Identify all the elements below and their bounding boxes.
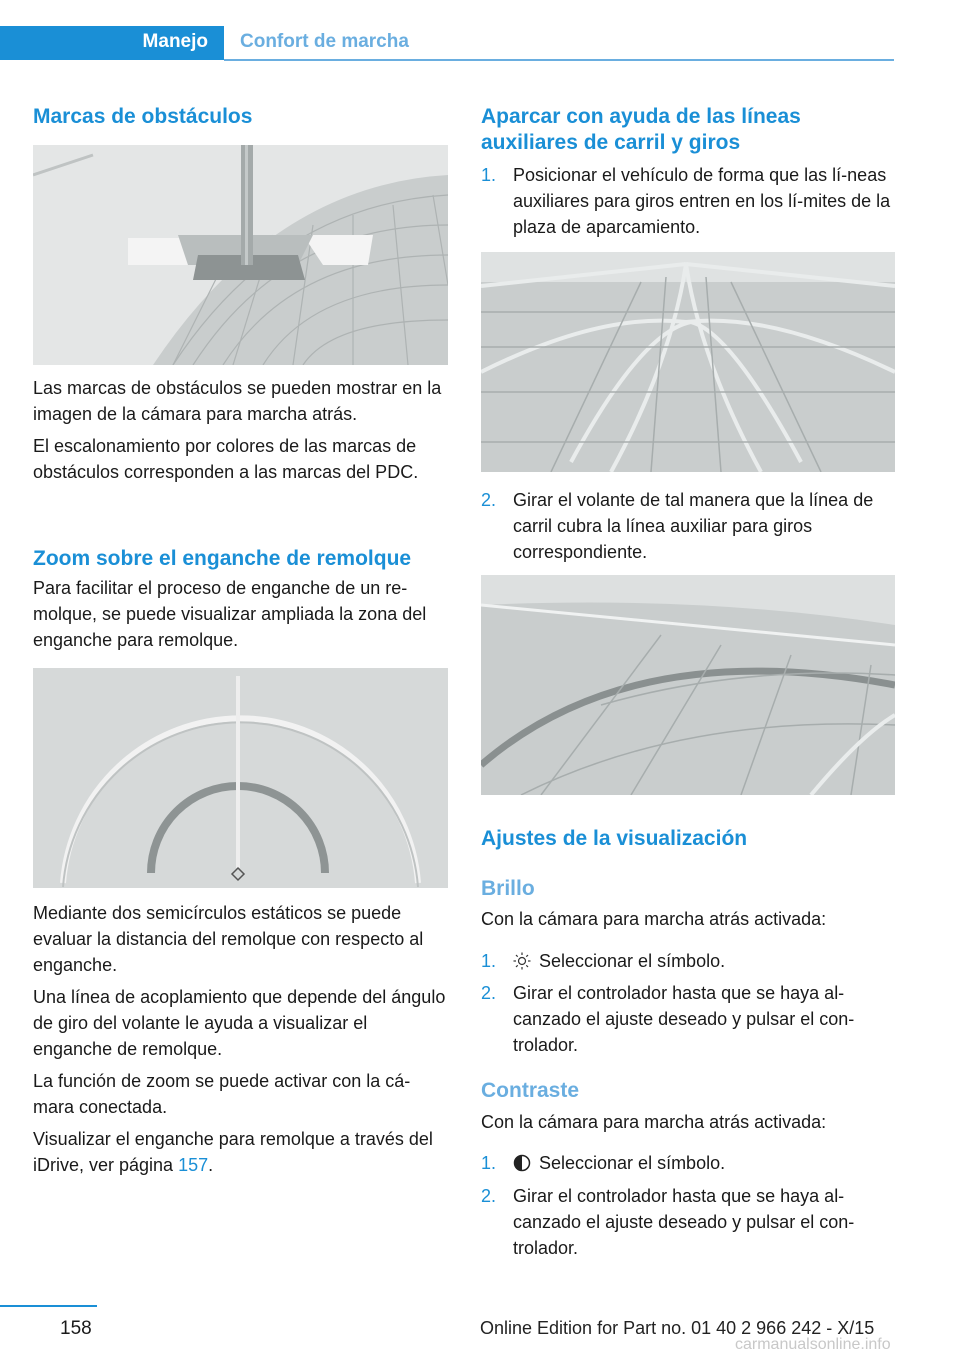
heading-display-settings: Ajustes de la visualización — [481, 827, 748, 850]
paragraph-zoom-5 — [33, 1126, 448, 1178]
paragraph-zoom-1: Para facilitar el proceso de enganche de un re‐molque, se puede visualizar ampliada la zona del enganche para remolque. — [33, 578, 427, 650]
heading-park-lines: Aparcar con ayuda de las líneas auxiliares de carril y giros — [481, 105, 801, 154]
contrast-intro: Con la cámara para marcha atrás activada: — [481, 1112, 827, 1132]
tab-manejo-label: Manejo — [142, 31, 208, 52]
footer-divider — [0, 1305, 97, 1307]
paragraph-zoom-2: Mediante dos semicírculos estáticos se puede evaluar la distancia del remolque con respecto al enganche. — [33, 903, 424, 975]
header-divider — [224, 59, 894, 61]
page-link-157[interactable]: 157 — [178, 1155, 209, 1175]
watermark: carmanualsonline.info — [735, 1336, 891, 1353]
lane-lines-image-2 — [481, 575, 895, 795]
sun-icon — [513, 951, 531, 977]
paragraph-zoom-5-end: . — [208, 1155, 214, 1175]
header-bar — [0, 0, 960, 62]
obstacle-marks-image — [33, 145, 448, 365]
contrast-icon — [513, 1153, 531, 1179]
paragraph-zoom-3: Una línea de acoplamiento que depende del ángulo de giro del volante le ayuda a visualizar el enganche de remolque. — [33, 987, 446, 1059]
contrast-step2: Girar el controlador hasta que se haya al‐canzado el ajuste deseado y pulsar el con‐trolador. — [513, 1186, 855, 1258]
edition-note: Online Edition for Part no. 01 40 2 966 242 - X/15 — [480, 1318, 875, 1338]
tab-confort-de-marcha[interactable]: Confort de marcha — [240, 31, 409, 52]
brightness-step2-number: 2. — [481, 983, 497, 1003]
paragraph-obstacle-1: Las marcas de obstáculos se pueden mostrar en la imagen de la cámara para marcha atrás. — [33, 378, 442, 424]
contrast-step2-number: 2. — [481, 1186, 497, 1206]
tab-manejo[interactable] — [0, 26, 224, 60]
brightness-step1 — [513, 948, 895, 977]
step1-text: Posicionar el vehículo de forma que las lí‐neas auxiliares para giros entren en los lí‐mites de la plaza de aparcamiento. — [513, 165, 891, 237]
lane-lines-image-1 — [481, 252, 895, 472]
brightness-step2: Girar el controlador hasta que se haya al‐canzado el ajuste deseado y pulsar el con‐trolador. — [513, 983, 855, 1055]
paragraph-zoom-4: La función de zoom se puede activar con la cá‐mara conectada. — [33, 1071, 411, 1117]
contrast-step1-number: 1. — [481, 1153, 497, 1173]
paragraph-obstacle-2: El escalonamiento por colores de las marcas de obstáculos corresponden a las marcas del PDC. — [33, 436, 419, 482]
heading-obstacle-marks: Marcas de obstáculos — [33, 105, 253, 128]
page-number: 158 — [60, 1318, 92, 1339]
contrast-step1 — [513, 1150, 895, 1179]
heading-zoom-hitch: Zoom sobre el enganche de remolque — [33, 547, 412, 570]
paragraph-zoom-5-text: Visualizar el enganche para remolque a través del iDrive, ver página — [33, 1129, 433, 1175]
brightness-step1-text: Seleccionar el símbolo. — [539, 951, 726, 971]
heading-brightness: Brillo — [481, 877, 535, 900]
heading-contrast: Contraste — [481, 1079, 580, 1102]
brightness-intro: Con la cámara para marcha atrás activada: — [481, 909, 827, 929]
hitch-zoom-image — [33, 668, 448, 888]
step2-text: Girar el volante de tal manera que la línea de carril cubra la línea auxiliar para giros correspondiente. — [513, 490, 874, 562]
step2-number: 2. — [481, 490, 497, 510]
contrast-step1-text: Seleccionar el símbolo. — [539, 1153, 726, 1173]
step1-number: 1. — [481, 165, 497, 185]
brightness-step1-number: 1. — [481, 951, 497, 971]
